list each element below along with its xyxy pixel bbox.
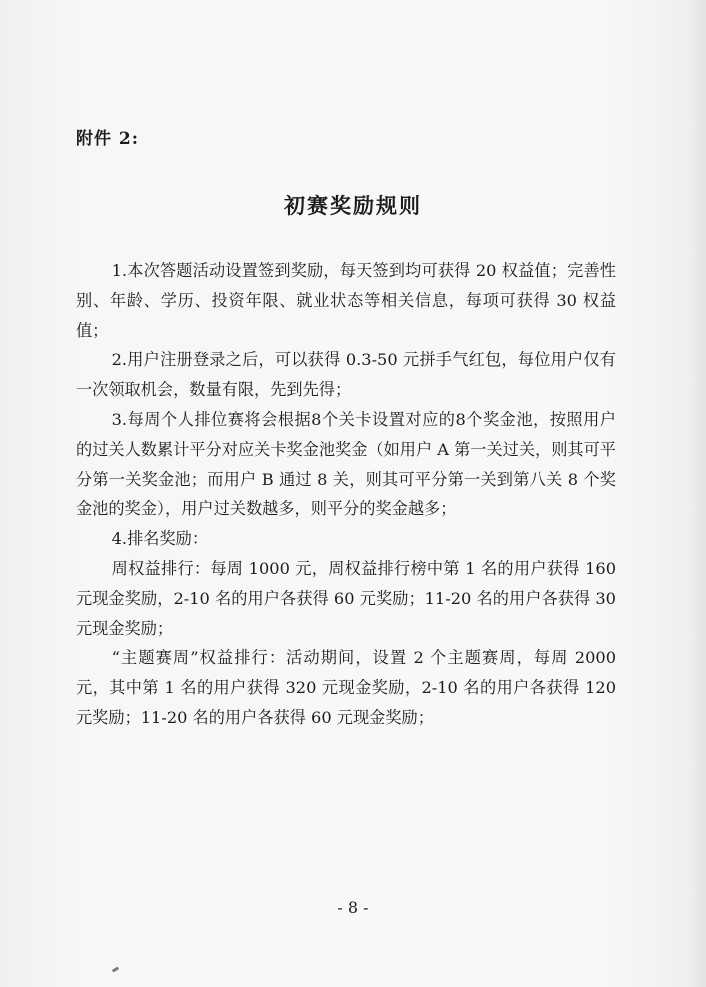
paragraph-weekly-points-ranking: 周权益排行：每周 1000 元，周权益排行榜中第 1 名的用户获得 160 元现金奖励，2-10 名的用户各获得 60 元奖励；11-20 名的用户各获得 30 元现金奖励；: [76, 558, 616, 638]
paragraph-weekly-ranking-pool: 3.每周个人排位赛将会根据8个关卡设置对应的8个奖金池，按照用户的过关人数累计平分对应关卡奖金池奖金（如用户 A 第一关过关，则其可平分第一关奖金池；而用户 B 通过 8 关，则其可平分第一关到第八关 8 个奖金池的奖金），用户过关数越多，则平分的奖金越多；: [76, 409, 616, 519]
paragraph-red-packet: 2.用户注册登录之后，可以获得 0.3-50 元拼手气红包，每位用户仅有一次领取机会，数量有限，先到先得；: [76, 350, 616, 400]
ink-smudge: [112, 966, 120, 972]
page-edge-shadow: [688, 0, 706, 987]
attachment-label: 附件 2:: [76, 129, 140, 149]
paragraph-theme-week-ranking: “主题赛周”权益排行：活动期间，设置 2 个主题赛周，每周 2000 元，其中第 1 名的用户获得 320 元现金奖励，2-10 名的用户各获得 120 元奖励；11-20 名的用户各获得 60 元现金奖励；: [76, 648, 616, 727]
document-body: [76, 256, 616, 733]
document-title: 初赛奖励规则: [284, 193, 422, 218]
page-number: - 8 -: [337, 898, 369, 917]
paragraph-ranking-reward-heading: 4.排名奖励：: [111, 529, 209, 549]
paragraph-checkin-reward: 1.本次答题活动设置签到奖励，每天签到均可获得 20 权益值；完善性别、年龄、学历、投资年限、就业状态等相关信息，每项可获得 30 权益值；: [76, 261, 616, 340]
